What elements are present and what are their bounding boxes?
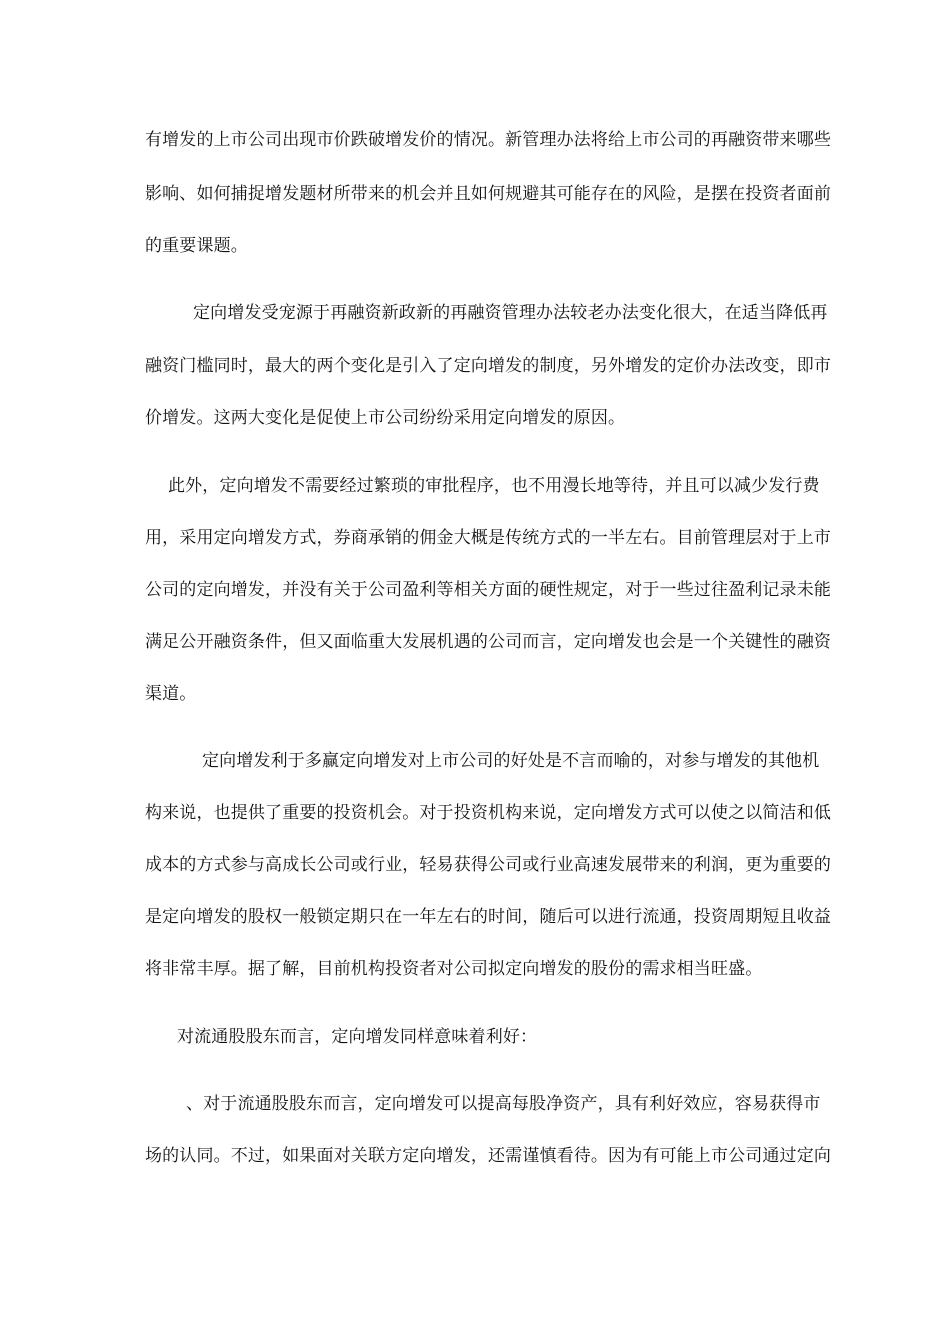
paragraph-4-line-1: 定向增发利于多赢定向增发对上市公司的好处是不言而喻的，对参与增发的其他机 [202,751,820,771]
paragraph-2-line-2: 融资门槛同时，最大的两个变化是引入了定向增发的制度，另外增发的定价办法改变，即市 [145,356,831,376]
paragraph-1-line-2: 影响、如何捕捉增发题材所带来的机会并且如何规避其可能存在的风险，是摆在投资者面前 [145,184,831,204]
paragraph-2-line-1: 定向增发受宠源于再融资新政新的再融资管理办法较老办法变化很大，在适当降低再 [193,303,828,323]
paragraph-3-line-4: 满足公开融资条件，但又面临重大发展机遇的公司而言，定向增发也会是一个关键性的融资 [145,632,831,652]
paragraph-5-line-1: 对流通股股东而言，定向增发同样意味着利好： [177,1027,538,1047]
paragraph-4-line-3: 成本的方式参与高成长公司或行业，轻易获得公司或行业高速发展带来的利润，更为重要的 [145,855,831,875]
paragraph-1-line-3: 的重要课题。 [145,236,248,256]
paragraph-3-line-2: 用，采用定向增发方式，券商承销的佣金大概是传统方式的一半左右。目前管理层对于上市 [145,528,831,548]
paragraph-4-line-4: 是定向增发的股权一般锁定期只在一年左右的时间，随后可以进行流通，投资周期短且收益 [145,907,831,927]
paragraph-3-line-1: 此外，定向增发不需要经过繁琐的审批程序，也不用漫长地等待，并且可以减少发行费 [168,476,820,496]
paragraph-3-line-5: 渠道。 [145,684,197,704]
paragraph-4-line-5: 将非常丰厚。据了解，目前机构投资者对公司拟定向增发的股份的需求相当旺盛。 [145,959,763,979]
paragraph-4-line-2: 构来说，也提供了重要的投资机会。对于投资机构来说，定向增发方式可以使之以简洁和低 [145,803,831,823]
paragraph-6-line-1: 、对于流通股股东而言，定向增发可以提高每股净资产，具有利好效应，容易获得市 [186,1094,821,1114]
paragraph-3-line-3: 公司的定向增发，并没有关于公司盈利等相关方面的硬性规定，对于一些过往盈利记录未能 [145,580,831,600]
paragraph-1-line-1: 有增发的上市公司出现市价跌破增发价的情况。新管理办法将给上市公司的再融资带来哪些 [145,130,831,150]
paragraph-2-line-3: 价增发。这两大变化是促使上市公司纷纷采用定向增发的原因。 [145,408,626,428]
paragraph-6-line-2: 场的认同。不过，如果面对关联方定向增发，还需谨慎看待。因为有可能上市公司通过定向 [145,1146,831,1166]
